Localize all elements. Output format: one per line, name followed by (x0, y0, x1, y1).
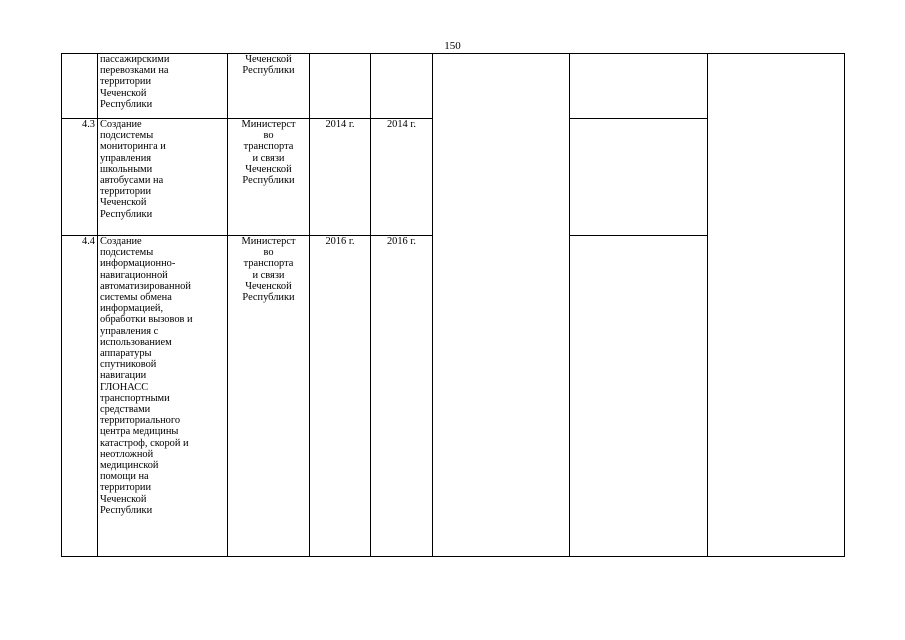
empty-cell-col7 (570, 119, 708, 236)
measure-name: Создание подсистемы информационно- навигационной автоматизированной системы обмена информацией, обработки вызовов и управления с использованием аппаратуры спутниковой навигации ГЛОНАСС транспортными средствами территориального центра медицины катастроф, скорой и неотложной медицинской помощи на территории Чеченской Республики (98, 236, 228, 557)
page-number: 150 (444, 40, 461, 52)
merged-cell-col6 (433, 54, 570, 557)
end-date: 2014 г. (371, 119, 433, 236)
start-date (310, 54, 371, 119)
row-number (62, 54, 98, 119)
executor: Чеченской Республики (228, 54, 310, 119)
executor: Министерст во транспорта и связи Чеченской Республики (228, 119, 310, 236)
empty-cell-col7 (570, 54, 708, 119)
merged-cell-col8 (708, 54, 845, 557)
row-number: 4.4 (62, 236, 98, 557)
measure-name: Создание подсистемы мониторинга и управления школьными автобусами на территории Чеченской Республики (98, 119, 228, 236)
program-table (61, 53, 845, 557)
end-date: 2016 г. (371, 236, 433, 557)
table-row (62, 54, 845, 119)
measure-name: пассажирскими перевозками на территории Чеченской Республики (98, 54, 228, 119)
start-date: 2016 г. (310, 236, 371, 557)
row-number: 4.3 (62, 119, 98, 236)
start-date: 2014 г. (310, 119, 371, 236)
empty-cell-col7 (570, 236, 708, 557)
end-date (371, 54, 433, 119)
executor: Министерст во транспорта и связи Чеченской Республики (228, 236, 310, 557)
